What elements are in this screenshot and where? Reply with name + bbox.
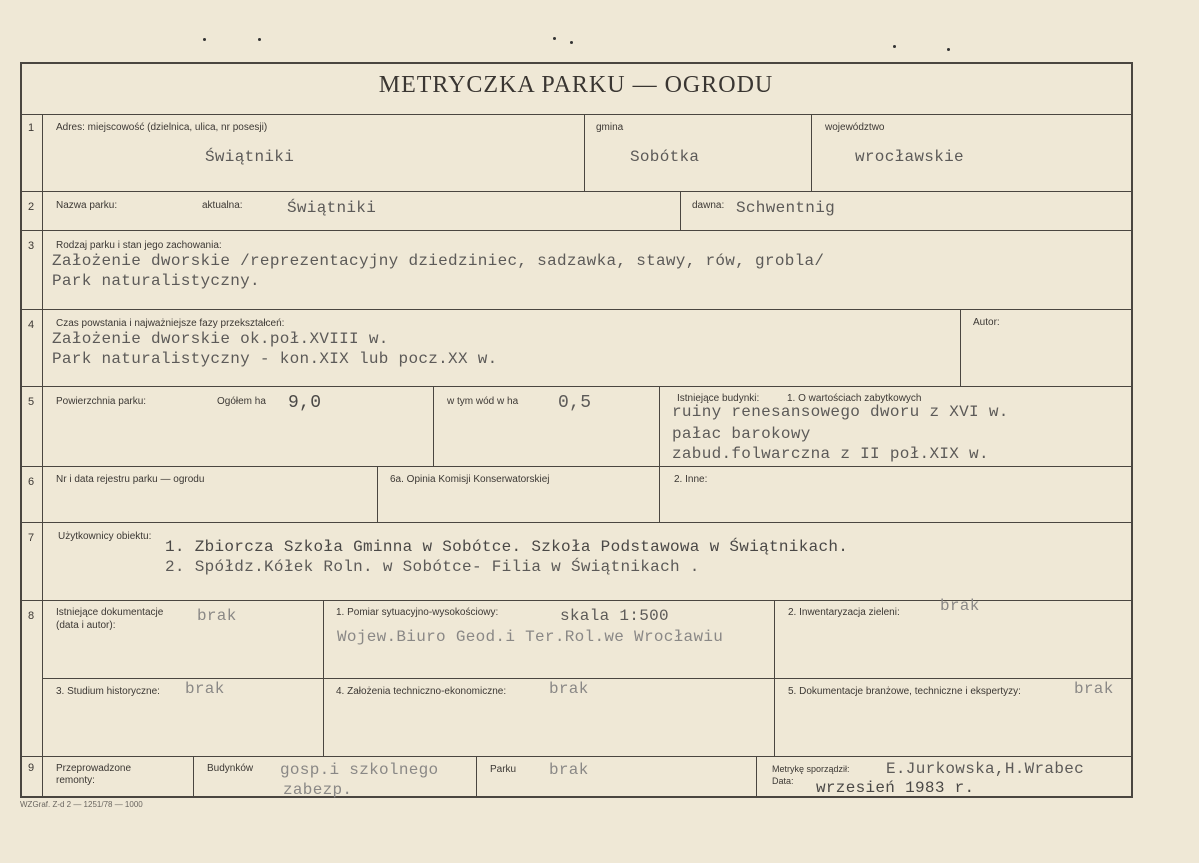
speck: [570, 41, 573, 44]
renovations-label: Przeprowadzone: [56, 763, 132, 774]
creation-time-label: Czas powstania i najważniejsze fazy przekształceń:: [56, 318, 285, 329]
existing-docs-label: Istniejące dokumentacje: [56, 607, 164, 618]
gmina-value: Sobótka: [630, 148, 700, 166]
row-number: 3: [28, 240, 35, 252]
address-value: Świątniki: [205, 148, 295, 166]
former-name-value: Schwentnig: [736, 199, 836, 217]
register-label: Nr i data rejestru parku — ogrodu: [56, 474, 205, 485]
gmina-label: gmina: [596, 122, 624, 133]
author-label: Autor:: [973, 317, 1000, 328]
creation-phase-line: Park naturalistyczny - kon.XIX lub pocz.XX w.: [52, 350, 498, 368]
building-renovations-label: Budynków: [207, 763, 254, 774]
row-number: 7: [28, 532, 35, 544]
renovations-sublabel: remonty:: [56, 775, 95, 786]
row-number: 8: [28, 610, 35, 622]
address-label: Adres: miejscowość (dzielnica, ulica, nr posesji): [56, 122, 268, 133]
other-label: 2. Inne:: [674, 474, 708, 485]
branch-docs-label: 5. Dokumentacje branżowe, techniczne i ekspertyzy:: [788, 686, 1021, 697]
print-imprint: WZGraf. Z-d 2 — 1251/78 — 1000: [20, 800, 143, 809]
total-area-value: 9,0: [288, 393, 322, 413]
row-number: 9: [28, 762, 35, 774]
tech-econ-label: 4. Założenia techniczno-ekonomiczne:: [336, 686, 507, 697]
greenery-inventory-value: brak: [940, 597, 980, 615]
users-label: Użytkownicy obiektu:: [58, 531, 152, 542]
creation-phase-line: Założenie dworskie ok.poł.XVIII w.: [52, 330, 389, 348]
prepared-by-label: Metrykę sporządził:: [772, 764, 850, 774]
speck: [203, 38, 206, 41]
park-area-label: Powierzchnia parku:: [56, 396, 147, 407]
buildings-label: Istniejące budynki:: [677, 393, 760, 404]
park-type-line: Założenie dworskie /reprezentacyjny dziedziniec, sadzawka, stawy, rów, grobla/: [52, 252, 825, 270]
park-type-line: Park naturalistyczny.: [52, 272, 260, 290]
greenery-inventory-label: 2. Inwentaryzacja zieleni:: [788, 607, 900, 618]
current-name-value: Świątniki: [287, 199, 377, 217]
row-number: 5: [28, 396, 35, 408]
form-title: METRYCZKA PARKU — OGRODU: [378, 72, 774, 98]
current-name-label: aktualna:: [202, 200, 243, 211]
tech-econ-value: brak: [549, 680, 589, 698]
existing-docs-sublabel: (data i autor):: [56, 620, 116, 631]
historical-study-label: 3. Studium historyczne:: [56, 686, 160, 697]
building-item: pałac barokowy: [672, 425, 811, 443]
survey-author-value: Wojew.Biuro Geod.i Ter.Rol.we Wrocławiu: [337, 628, 724, 646]
existing-docs-value: brak: [197, 607, 237, 625]
row-number: 1: [28, 122, 35, 134]
building-renovations-value: zabezp.: [283, 781, 353, 799]
former-name-label: dawna:: [692, 200, 725, 211]
park-renovations-label: Parku: [490, 764, 517, 775]
voivodeship-label: województwo: [825, 122, 885, 133]
historical-study-value: brak: [185, 680, 225, 698]
survey-scale-value: skala 1:500: [560, 607, 669, 625]
speck: [553, 37, 556, 40]
speck: [258, 38, 261, 41]
building-renovations-value: gosp.i szkolnego: [280, 761, 439, 779]
speck: [893, 45, 896, 48]
row-number: 4: [28, 319, 35, 331]
user-entry: 2. Spółdz.Kółek Roln. w Sobótce- Filia w Świątnikach .: [165, 558, 700, 576]
row-number: 2: [28, 201, 35, 213]
prepared-by-value: E.Jurkowska,H.Wrabec: [886, 760, 1085, 778]
building-item: ruiny renesansowego dworu z XVI w.: [672, 403, 1009, 421]
date-label: Data:: [772, 776, 794, 786]
water-area-value: 0,5: [558, 393, 592, 413]
survey-label: 1. Pomiar sytuacyjno-wysokościowy:: [336, 607, 499, 618]
date-value: wrzesień 1983 r.: [816, 779, 975, 797]
park-type-label: Rodzaj parku i stan jego zachowania:: [56, 240, 222, 251]
park-renovations-value: brak: [549, 761, 589, 779]
water-area-label: w tym wód w ha: [447, 396, 519, 407]
speck: [947, 48, 950, 51]
commission-opinion-label: 6a. Opinia Komisji Konserwatorskiej: [390, 474, 550, 485]
total-area-label: Ogółem ha: [217, 396, 266, 407]
user-entry: 1. Zbiorcza Szkoła Gminna w Sobótce. Szkoła Podstawowa w Świątnikach.: [165, 538, 849, 556]
row-number: 6: [28, 476, 35, 488]
buildings-heritage-label: 1. O wartościach zabytkowych: [787, 393, 922, 404]
park-name-label: Nazwa parku:: [56, 200, 118, 211]
voivodeship-value: wrocławskie: [855, 148, 964, 166]
building-item: zabud.folwarczna z II poł.XIX w.: [672, 445, 989, 463]
branch-docs-value: brak: [1074, 680, 1114, 698]
